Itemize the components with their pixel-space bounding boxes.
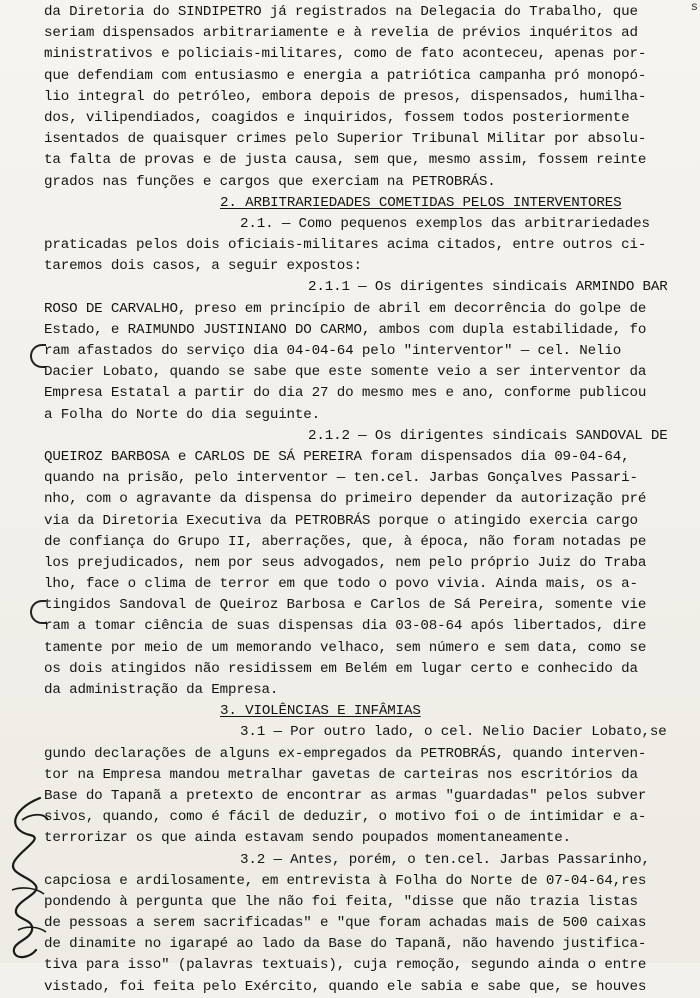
text-line: tiva para isso" (palavras textuais), cuja remoção, segundo ainda o entre	[44, 957, 647, 974]
text-line: quando na prisão, pelo interventor — ten.cel. Jarbas Gonçalves Passari-	[44, 470, 638, 487]
text-line: dos, vilipendiados, coagidos e inquiridos, fossem todos posteriormente	[44, 109, 630, 126]
document-body	[44, 2, 688, 998]
text-line: Base do Tapanã a pretexto de encontrar as armas "guardadas" pelos subver	[44, 787, 647, 804]
text-line: taremos dois casos, a seguir expostos:	[44, 258, 362, 275]
text-line: a Folha do Norte do dia seguinte.	[44, 406, 321, 423]
text-line: lio integral do petróleo, embora depois de presos, dispensados, humilha-	[44, 88, 647, 105]
text-line: 2.1.1 — Os dirigentes sindicais ARMINDO BAR	[308, 279, 668, 296]
text-line: ROSO DE CARVALHO, preso em princípio de abril em decorrência do golpe de	[44, 300, 647, 317]
text-line: via da Diretoria Executiva da PETROBRÁS porque o atingido exercia cargo	[44, 512, 638, 529]
text-line: de pessoas a serem sacrificadas" e "que foram achadas mais de 500 caixas	[44, 915, 647, 932]
text-line: 3.2 — Antes, porém, o ten.cel. Jarbas Passarinho,	[240, 851, 650, 868]
text-line: de confiança do Grupo II, aberrações, que, à época, não foram notadas pe	[44, 533, 647, 550]
text-line: tamente por meio de um memorando velhaco, sem número e sem data, como se	[44, 639, 647, 656]
text-line: os dois atingidos não residissem em Belém em lugar certo e conhecido da	[44, 660, 638, 677]
text-line: Estado, e RAIMUNDO JUSTINIANO DO CARMO, ambos com dupla estabilidade, fo	[44, 321, 647, 338]
text-line: terrorizar os que ainda estavam sendo poupados momentaneamente.	[44, 830, 571, 847]
text-line: isentados de quaisquer crimes pelo Superior Tribunal Militar por absolu-	[44, 131, 647, 148]
text-line: que defendiam com entusiasmo e energia a patriótica campanha pró monopó-	[44, 67, 647, 84]
text-line: los prejudicados, nem por seus advogados, nem pelo próprio Juiz do Traba	[44, 554, 647, 571]
text-line: tor na Empresa mandou metralhar gavetas de carteiras nos escritórios da	[44, 766, 638, 783]
corner-mark: s	[690, 0, 698, 14]
text-line: nho, com o agravante da dispensa do primeiro depender da autorização pré	[44, 491, 647, 508]
text-line: seriam dispensados arbitrariamente e à revelia de prévios inquéritos ad	[44, 25, 638, 42]
text-line: sivos, quando, como é fácil de deduzir, o motivo foi o de intimidar e a-	[44, 809, 647, 826]
text-line: 2.1. — Como pequenos exemplos das arbitrariedades	[240, 215, 650, 232]
text-line: Empresa Estatal a partir do dia 27 do mesmo mes e ano, conforme publicou	[44, 385, 647, 402]
text-line: ram a tomar ciência de suas dispensas dia 03-08-64 após libertados, dire	[44, 618, 647, 635]
text-line: lho, face o clima de terror em que todo o povo vivia. Ainda mais, os a-	[44, 576, 638, 593]
text-line: 3.1 — Por outro lado, o cel. Nelio Dacier Lobato,se	[240, 724, 667, 741]
text-line: gundo declarações de alguns ex-empregados da PETROBRÁS, quando interven-	[44, 745, 647, 762]
text-line: da administração da Empresa.	[44, 682, 279, 698]
handwritten-signature	[0, 790, 60, 963]
text-line: ministrativos e policiais-militares, como de fato aconteceu, apenas por-	[44, 46, 647, 63]
text-line: QUEIROZ BARBOSA e CARLOS DE SÁ PEREIRA foram dispensados dia 09-04-64,	[44, 448, 630, 465]
text-line: Dacier Lobato, quando se sabe que este somente veio a ser interventor da	[44, 364, 647, 381]
text-line: tingidos Sandoval de Queiroz Barbosa e Carlos de Sá Pereira, somente vie	[44, 597, 647, 614]
section-heading-2: 2. ARBITRARIEDADES COMETIDAS PELOS INTERVENTORES	[220, 194, 622, 211]
text-line: de dinamite no igarapé ao lado da Base do Tapanã, não havendo justifica-	[44, 936, 647, 953]
text-line: grados nas funções e cargos que exerciam na PETROBRÁS.	[44, 173, 496, 190]
text-line: vistado, foi feita pelo Exército, quando ele sabia e sabe que, se houves	[44, 978, 647, 995]
text-line: praticadas pelos dois oficiais-militares acima citados, entre outros ci-	[44, 237, 647, 254]
section-heading-3: 3. VIOLÊNCIAS E INFÂMIAS	[220, 703, 421, 720]
text-line: pondendo à pergunta que lhe não foi feita, "disse que não trazia listas	[44, 893, 638, 910]
text-line: 2.1.2 — Os dirigentes sindicais SANDOVAL DE	[308, 427, 668, 444]
text-line: da Diretoria do SINDIPETRO já registrados na Delegacia do Trabalho, que	[44, 4, 638, 20]
text-line: ram afastados do serviço dia 04-04-64 pelo "interventor" — cel. Nelio	[44, 343, 622, 359]
text-line: capciosa e ardilosamente, em entrevista à Folha do Norte de 07-04-64,res	[44, 872, 647, 889]
text-line: ta falta de provas e de justa causa, sem que, mesmo assim, fossem reinte	[44, 152, 647, 169]
